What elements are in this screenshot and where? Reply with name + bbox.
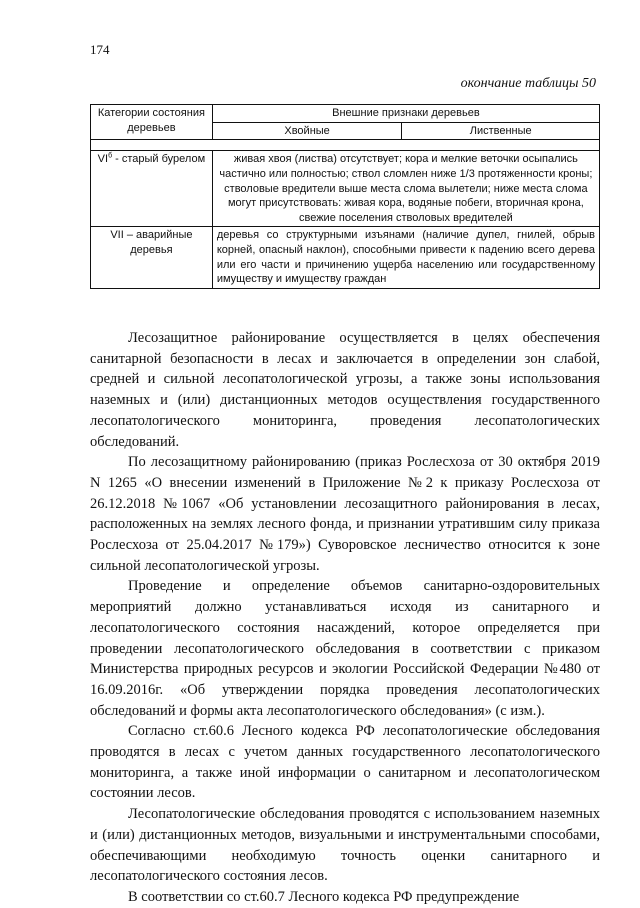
paragraph: В соответствии со ст.60.7 Лесного кодекса РФ предупреждение: [128, 888, 520, 905]
row-category: VII – аварийные деревья: [91, 227, 213, 289]
header-external-signs: Внешние признаки деревьев: [212, 105, 599, 123]
header-categories: Категории состояния деревьев: [91, 105, 213, 140]
row-description: живая хвоя (листва) отсутствует; кора и мелкие веточки осыпались частично или полностью; ствол сломлен ниже 1/3 протяженности кроны; стволовые вредители выше места слома вылетели; ниже места слома могут присутствовать: живая кора, водяные побеги, вторичная крона, свежие поселения стволовых вредителей: [212, 151, 599, 227]
table-row: [91, 227, 600, 289]
page-number: 174: [90, 42, 110, 57]
paragraph: Лесозащитное районирование осуществляется в целях обеспечения санитарной безопасности в лесах и заключается в определении зон слабой, средней и сильной лесопатологической угрозы, а также зоны использования наземных и (или) дистанционных методов осуществления государственного лесопатологического мониторинга, проведения лесопатологических обследований.: [90, 330, 600, 450]
paragraph: Проведение и определение объемов санитарно-оздоровительных мероприятий должно устанавливаться исходя из санитарного и лесопатологического состояния насаждений, которое определяется при проведении лесопатологического обследования в соответствии с приказом Министерства природных ресурсов и экологии Российской Федерации №480 от 16.09.2016г. «Об утверждении порядка проведения лесопатологических обследований и формы акта лесопатологического обследования» (с изм.).: [90, 578, 600, 719]
table-spacer-row: [91, 140, 600, 151]
body-text: [90, 328, 600, 908]
row-description: деревья со структурными изъянами (наличие дупел, гнилей, обрыв корней, опасный наклон), способными привести к падению всего дерева или его части и причинению ущерба населению или государственному имуществу и имуществу граждан: [212, 227, 599, 289]
header-conifer: Хвойные: [212, 122, 402, 140]
paragraph: Лесопатологические обследования проводятся с использованием наземных и (или) дистанционных методов, визуальными и инструментальными способами, обеспечивающими необходимую точность оценки санитарного и лесопатологического состояния лесов.: [90, 806, 600, 885]
paragraph: По лесозащитному районированию (приказ Рослесхоза от 30 октября 2019 N 1265 «О внесении изменений в Приложение №2 к приказу Рослесхоза от 26.12.2018 №1067 «Об установлении лесозащитного районирования в лесах, расположенных на землях лесного фонда, и признании утратившим силу приказа Рослесхоза от 25.04.2017 №179») Суворовское лесничество относится к зоне сильной лесопатологической угрозы.: [90, 454, 600, 574]
table-caption: окончание таблицы 50: [460, 76, 596, 91]
condition-table: [90, 104, 600, 289]
header-deciduous: Лиственные: [402, 122, 600, 140]
table-row: [91, 151, 600, 227]
paragraph: Согласно ст.60.6 Лесного кодекса РФ лесопатологические обследования проводятся в лесах с учетом данных государственного лесопатологического мониторинга, а также иной информации о санитарном и лесопатологическом состоянии лесов.: [90, 723, 600, 802]
row-category: $VI^б$ - старый бурелом: [91, 151, 213, 227]
table-header-row: [91, 105, 600, 123]
